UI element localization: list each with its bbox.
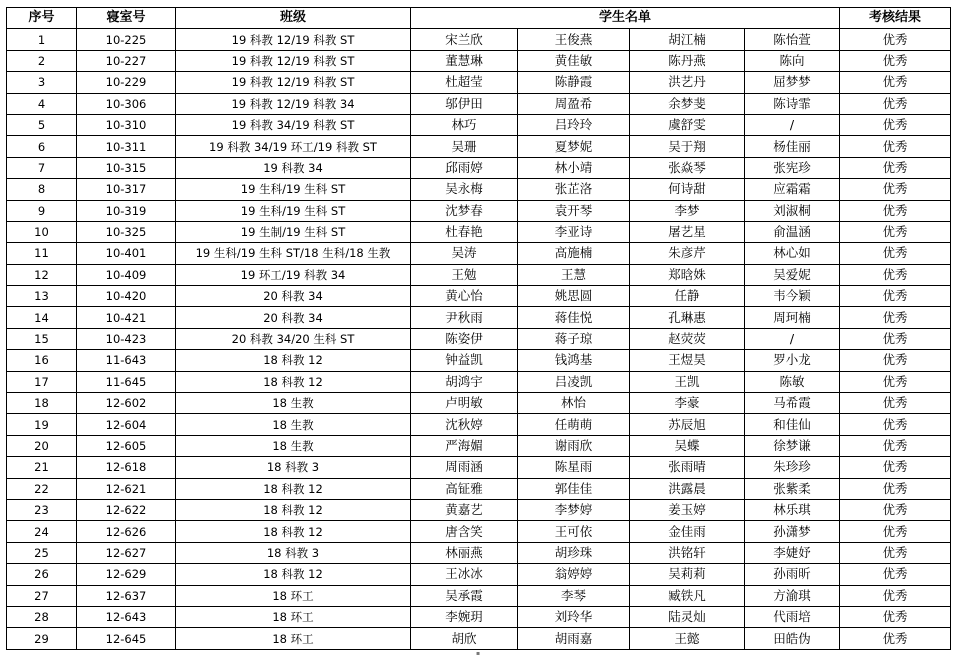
student-cell: / bbox=[745, 328, 840, 349]
seq-cell: 20 bbox=[7, 435, 77, 456]
result-cell: 优秀 bbox=[840, 286, 951, 307]
student-cell: 吴涛 bbox=[411, 243, 518, 264]
student-cell: 王凯 bbox=[630, 371, 745, 392]
student-cell: 黄心怡 bbox=[411, 286, 518, 307]
student-cell: 袁开琴 bbox=[518, 200, 630, 221]
table-row bbox=[7, 521, 951, 542]
student-cell: 谢雨欣 bbox=[518, 435, 630, 456]
student-cell: 唐含笑 bbox=[411, 521, 518, 542]
seq-cell: 7 bbox=[7, 157, 77, 178]
room-cell: 10-315 bbox=[77, 157, 176, 178]
class-cell: 19 科教 12/19 科教 34 bbox=[176, 93, 411, 114]
student-cell: 严海媚 bbox=[411, 435, 518, 456]
student-cell: 陈星雨 bbox=[518, 457, 630, 478]
student-cell: 邬伊田 bbox=[411, 93, 518, 114]
student-cell: 夏梦妮 bbox=[518, 136, 630, 157]
student-cell: 吴永梅 bbox=[411, 179, 518, 200]
student-cell: 翁婷婷 bbox=[518, 564, 630, 585]
student-cell: 钱鸿基 bbox=[518, 350, 630, 371]
class-cell: 18 生教 bbox=[176, 414, 411, 435]
table-row bbox=[7, 50, 951, 71]
result-cell: 优秀 bbox=[840, 564, 951, 585]
result-cell: 优秀 bbox=[840, 136, 951, 157]
seq-cell: 6 bbox=[7, 136, 77, 157]
room-cell: 10-229 bbox=[77, 72, 176, 93]
student-cell: 张焱琴 bbox=[630, 157, 745, 178]
seq-cell: 21 bbox=[7, 457, 77, 478]
class-cell: 19 环工/19 科教 34 bbox=[176, 264, 411, 285]
student-cell: 王俊燕 bbox=[518, 29, 630, 50]
student-cell: 黄嘉艺 bbox=[411, 499, 518, 520]
dorm-assessment-table bbox=[6, 7, 951, 650]
student-cell: 田皓伪 bbox=[745, 628, 840, 649]
student-cell: 吕玲玲 bbox=[518, 114, 630, 135]
table-row bbox=[7, 457, 951, 478]
result-cell: 优秀 bbox=[840, 606, 951, 627]
student-cell: 李婕妤 bbox=[745, 542, 840, 563]
seq-cell: 14 bbox=[7, 307, 77, 328]
room-cell: 10-401 bbox=[77, 243, 176, 264]
student-cell: 杜春艳 bbox=[411, 221, 518, 242]
room-cell: 12-643 bbox=[77, 606, 176, 627]
seq-cell: 2 bbox=[7, 50, 77, 71]
result-cell: 优秀 bbox=[840, 393, 951, 414]
room-cell: 10-423 bbox=[77, 328, 176, 349]
student-cell: 郭佳佳 bbox=[518, 478, 630, 499]
result-cell: 优秀 bbox=[840, 350, 951, 371]
student-cell: 王慧 bbox=[518, 264, 630, 285]
student-cell: 李梦 bbox=[630, 200, 745, 221]
student-cell: 赵荧荧 bbox=[630, 328, 745, 349]
student-cell: 吕凌凯 bbox=[518, 371, 630, 392]
result-cell: 优秀 bbox=[840, 72, 951, 93]
seq-cell: 26 bbox=[7, 564, 77, 585]
result-cell: 优秀 bbox=[840, 243, 951, 264]
room-cell: 11-643 bbox=[77, 350, 176, 371]
student-cell: 陈丹燕 bbox=[630, 50, 745, 71]
student-cell: 林心如 bbox=[745, 243, 840, 264]
student-cell: 张芷洛 bbox=[518, 179, 630, 200]
student-cell: 苏辰旭 bbox=[630, 414, 745, 435]
student-cell: 王可依 bbox=[518, 521, 630, 542]
seq-cell: 12 bbox=[7, 264, 77, 285]
seq-cell: 19 bbox=[7, 414, 77, 435]
student-cell: 沈梦春 bbox=[411, 200, 518, 221]
seq-cell: 23 bbox=[7, 499, 77, 520]
table-row bbox=[7, 114, 951, 135]
student-cell: 林乐琪 bbox=[745, 499, 840, 520]
header-class: 班级 bbox=[176, 8, 411, 29]
table-row bbox=[7, 72, 951, 93]
student-cell: 林怡 bbox=[518, 393, 630, 414]
student-cell: 吴承霞 bbox=[411, 585, 518, 606]
student-cell: 王煜昊 bbox=[630, 350, 745, 371]
student-cell: 吴莉莉 bbox=[630, 564, 745, 585]
room-cell: 10-319 bbox=[77, 200, 176, 221]
class-cell: 20 科教 34 bbox=[176, 307, 411, 328]
table-row bbox=[7, 136, 951, 157]
student-cell: 张紫柔 bbox=[745, 478, 840, 499]
room-cell: 12-645 bbox=[77, 628, 176, 649]
student-cell: 杨佳丽 bbox=[745, 136, 840, 157]
seq-cell: 18 bbox=[7, 393, 77, 414]
student-cell: 沈秋婷 bbox=[411, 414, 518, 435]
class-cell: 19 科教 34/19 环工/19 科教 ST bbox=[176, 136, 411, 157]
result-cell: 优秀 bbox=[840, 435, 951, 456]
student-cell: 陈怡萱 bbox=[745, 29, 840, 50]
seq-cell: 22 bbox=[7, 478, 77, 499]
result-cell: 优秀 bbox=[840, 457, 951, 478]
table-row bbox=[7, 371, 951, 392]
result-cell: 优秀 bbox=[840, 542, 951, 563]
seq-cell: 1 bbox=[7, 29, 77, 50]
student-cell: 孙雨昕 bbox=[745, 564, 840, 585]
student-cell: 朱彦芹 bbox=[630, 243, 745, 264]
seq-cell: 11 bbox=[7, 243, 77, 264]
table-row bbox=[7, 243, 951, 264]
result-cell: 优秀 bbox=[840, 179, 951, 200]
student-cell: 代雨培 bbox=[745, 606, 840, 627]
student-cell: 李琴 bbox=[518, 585, 630, 606]
class-cell: 19 科教 12/19 科教 ST bbox=[176, 50, 411, 71]
table-row bbox=[7, 307, 951, 328]
student-cell: 林小靖 bbox=[518, 157, 630, 178]
class-cell: 19 生制/19 生科 ST bbox=[176, 221, 411, 242]
student-cell: 王勉 bbox=[411, 264, 518, 285]
result-cell: 优秀 bbox=[840, 499, 951, 520]
seq-cell: 13 bbox=[7, 286, 77, 307]
seq-cell: 25 bbox=[7, 542, 77, 563]
student-cell: 余梦斐 bbox=[630, 93, 745, 114]
header-students: 学生名单 bbox=[411, 8, 840, 29]
student-cell: / bbox=[745, 114, 840, 135]
student-cell: 钟益凯 bbox=[411, 350, 518, 371]
class-cell: 18 生教 bbox=[176, 393, 411, 414]
student-cell: 陈诗霏 bbox=[745, 93, 840, 114]
student-cell: 任萌萌 bbox=[518, 414, 630, 435]
student-cell: 吴爱妮 bbox=[745, 264, 840, 285]
class-cell: 18 科教 12 bbox=[176, 371, 411, 392]
student-cell: 屈梦梦 bbox=[745, 72, 840, 93]
room-cell: 12-602 bbox=[77, 393, 176, 414]
class-cell: 18 环工 bbox=[176, 628, 411, 649]
class-cell: 18 科教 12 bbox=[176, 564, 411, 585]
table-row bbox=[7, 393, 951, 414]
room-cell: 10-325 bbox=[77, 221, 176, 242]
seq-cell: 15 bbox=[7, 328, 77, 349]
student-cell: 吴珊 bbox=[411, 136, 518, 157]
student-cell: 应霜霜 bbox=[745, 179, 840, 200]
result-cell: 优秀 bbox=[840, 264, 951, 285]
table-row bbox=[7, 328, 951, 349]
class-cell: 19 生科/19 生科 ST bbox=[176, 200, 411, 221]
table-row bbox=[7, 478, 951, 499]
result-cell: 优秀 bbox=[840, 50, 951, 71]
class-cell: 18 科教 12 bbox=[176, 350, 411, 371]
table-row bbox=[7, 435, 951, 456]
student-cell: 吴于翔 bbox=[630, 136, 745, 157]
seq-cell: 8 bbox=[7, 179, 77, 200]
seq-cell: 9 bbox=[7, 200, 77, 221]
student-cell: 徐梦谦 bbox=[745, 435, 840, 456]
student-cell: 洪铭轩 bbox=[630, 542, 745, 563]
table-row bbox=[7, 157, 951, 178]
result-cell: 优秀 bbox=[840, 628, 951, 649]
class-cell: 19 科教 12/19 科教 ST bbox=[176, 72, 411, 93]
class-cell: 18 环工 bbox=[176, 606, 411, 627]
student-cell: 李婉玥 bbox=[411, 606, 518, 627]
student-cell: 姚思圆 bbox=[518, 286, 630, 307]
seq-cell: 27 bbox=[7, 585, 77, 606]
student-cell: 张宪珍 bbox=[745, 157, 840, 178]
student-cell: 董慧琳 bbox=[411, 50, 518, 71]
student-cell: 刘玲华 bbox=[518, 606, 630, 627]
student-cell: 臧铁凡 bbox=[630, 585, 745, 606]
student-cell: 屠艺星 bbox=[630, 221, 745, 242]
result-cell: 优秀 bbox=[840, 221, 951, 242]
student-cell: 刘淑桐 bbox=[745, 200, 840, 221]
student-cell: 周珂楠 bbox=[745, 307, 840, 328]
table-row bbox=[7, 29, 951, 50]
student-cell: 洪艺丹 bbox=[630, 72, 745, 93]
student-cell: 和佳仙 bbox=[745, 414, 840, 435]
student-cell: 吴蝶 bbox=[630, 435, 745, 456]
result-cell: 优秀 bbox=[840, 478, 951, 499]
table-row bbox=[7, 414, 951, 435]
student-cell: 蒋佳悦 bbox=[518, 307, 630, 328]
class-cell: 18 科教 3 bbox=[176, 457, 411, 478]
student-cell: 王冰冰 bbox=[411, 564, 518, 585]
student-cell: 马希霞 bbox=[745, 393, 840, 414]
room-cell: 12-637 bbox=[77, 585, 176, 606]
result-cell: 优秀 bbox=[840, 371, 951, 392]
student-cell: 张雨晴 bbox=[630, 457, 745, 478]
room-cell: 10-317 bbox=[77, 179, 176, 200]
table-row bbox=[7, 200, 951, 221]
class-cell: 19 科教 34 bbox=[176, 157, 411, 178]
student-cell: 李豪 bbox=[630, 393, 745, 414]
student-cell: 陈敏 bbox=[745, 371, 840, 392]
table-row bbox=[7, 542, 951, 563]
student-cell: 胡珍珠 bbox=[518, 542, 630, 563]
student-cell: 李亚诗 bbox=[518, 221, 630, 242]
student-cell: 金佳雨 bbox=[630, 521, 745, 542]
class-cell: 18 科教 12 bbox=[176, 478, 411, 499]
room-cell: 10-421 bbox=[77, 307, 176, 328]
student-cell: 黄佳敏 bbox=[518, 50, 630, 71]
student-cell: 胡江楠 bbox=[630, 29, 745, 50]
student-cell: 蒋子琼 bbox=[518, 328, 630, 349]
result-cell: 优秀 bbox=[840, 328, 951, 349]
class-cell: 20 科教 34/20 生科 ST bbox=[176, 328, 411, 349]
room-cell: 12-618 bbox=[77, 457, 176, 478]
class-cell: 18 科教 3 bbox=[176, 542, 411, 563]
room-cell: 11-645 bbox=[77, 371, 176, 392]
student-cell: 王懿 bbox=[630, 628, 745, 649]
room-cell: 12-604 bbox=[77, 414, 176, 435]
seq-cell: 16 bbox=[7, 350, 77, 371]
class-cell: 18 环工 bbox=[176, 585, 411, 606]
result-cell: 优秀 bbox=[840, 29, 951, 50]
student-cell: 周盈希 bbox=[518, 93, 630, 114]
header-room: 寝室号 bbox=[77, 8, 176, 29]
student-cell: 郑晗姝 bbox=[630, 264, 745, 285]
student-cell: 杜超莹 bbox=[411, 72, 518, 93]
class-cell: 18 科教 12 bbox=[176, 521, 411, 542]
table-row bbox=[7, 264, 951, 285]
header-result: 考核结果 bbox=[840, 8, 951, 29]
seq-cell: 28 bbox=[7, 606, 77, 627]
student-cell: 罗小龙 bbox=[745, 350, 840, 371]
class-cell: 19 科教 34/19 科教 ST bbox=[176, 114, 411, 135]
room-cell: 12-626 bbox=[77, 521, 176, 542]
result-cell: 优秀 bbox=[840, 414, 951, 435]
seq-cell: 4 bbox=[7, 93, 77, 114]
room-cell: 10-409 bbox=[77, 264, 176, 285]
class-cell: 20 科教 34 bbox=[176, 286, 411, 307]
student-cell: 陈静霞 bbox=[518, 72, 630, 93]
room-cell: 12-629 bbox=[77, 564, 176, 585]
class-cell: 19 生科/19 生科 ST bbox=[176, 179, 411, 200]
result-cell: 优秀 bbox=[840, 585, 951, 606]
result-cell: 优秀 bbox=[840, 157, 951, 178]
student-cell: 任静 bbox=[630, 286, 745, 307]
table-row bbox=[7, 628, 951, 649]
student-cell: 韦今颖 bbox=[745, 286, 840, 307]
student-cell: 李梦婷 bbox=[518, 499, 630, 520]
student-cell: 胡欣 bbox=[411, 628, 518, 649]
header-row bbox=[7, 8, 951, 29]
table-row bbox=[7, 499, 951, 520]
table-row bbox=[7, 93, 951, 114]
table-row bbox=[7, 606, 951, 627]
student-cell: 朱珍珍 bbox=[745, 457, 840, 478]
room-cell: 10-311 bbox=[77, 136, 176, 157]
seq-cell: 3 bbox=[7, 72, 77, 93]
student-cell: 周雨涵 bbox=[411, 457, 518, 478]
student-cell: 高钲雅 bbox=[411, 478, 518, 499]
room-cell: 10-310 bbox=[77, 114, 176, 135]
student-cell: 孙潇梦 bbox=[745, 521, 840, 542]
class-cell: 18 生教 bbox=[176, 435, 411, 456]
class-cell: 18 科教 12 bbox=[176, 499, 411, 520]
table-row bbox=[7, 286, 951, 307]
result-cell: 优秀 bbox=[840, 93, 951, 114]
table-row bbox=[7, 564, 951, 585]
result-cell: 优秀 bbox=[840, 307, 951, 328]
room-cell: 10-420 bbox=[77, 286, 176, 307]
seq-cell: 5 bbox=[7, 114, 77, 135]
student-cell: 姜玉婷 bbox=[630, 499, 745, 520]
student-cell: 方渝琪 bbox=[745, 585, 840, 606]
student-cell: 林丽燕 bbox=[411, 542, 518, 563]
seq-cell: 24 bbox=[7, 521, 77, 542]
room-cell: 12-605 bbox=[77, 435, 176, 456]
header-seq: 序号 bbox=[7, 8, 77, 29]
room-cell: 10-225 bbox=[77, 29, 176, 50]
table-row bbox=[7, 221, 951, 242]
student-cell: 何诗甜 bbox=[630, 179, 745, 200]
student-cell: 洪露晨 bbox=[630, 478, 745, 499]
result-cell: 优秀 bbox=[840, 114, 951, 135]
table-row bbox=[7, 585, 951, 606]
room-cell: 10-227 bbox=[77, 50, 176, 71]
student-cell: 虞舒雯 bbox=[630, 114, 745, 135]
seq-cell: 17 bbox=[7, 371, 77, 392]
student-cell: 高施楠 bbox=[518, 243, 630, 264]
room-cell: 12-622 bbox=[77, 499, 176, 520]
student-cell: 俞温涵 bbox=[745, 221, 840, 242]
student-cell: 林巧 bbox=[411, 114, 518, 135]
class-cell: 19 生科/19 生科 ST/18 生科/18 生教 bbox=[176, 243, 411, 264]
room-cell: 12-627 bbox=[77, 542, 176, 563]
student-cell: 陈向 bbox=[745, 50, 840, 71]
student-cell: 宋兰欣 bbox=[411, 29, 518, 50]
result-cell: 优秀 bbox=[840, 200, 951, 221]
table-row bbox=[7, 350, 951, 371]
student-cell: 胡雨嘉 bbox=[518, 628, 630, 649]
class-cell: 19 科教 12/19 科教 ST bbox=[176, 29, 411, 50]
seq-cell: 10 bbox=[7, 221, 77, 242]
table-body bbox=[7, 29, 951, 649]
student-cell: 陆灵灿 bbox=[630, 606, 745, 627]
student-cell: 卢明敏 bbox=[411, 393, 518, 414]
page-mark: ▪ bbox=[476, 650, 481, 657]
student-cell: 孔琳惠 bbox=[630, 307, 745, 328]
student-cell: 尹秋雨 bbox=[411, 307, 518, 328]
result-cell: 优秀 bbox=[840, 521, 951, 542]
seq-cell: 29 bbox=[7, 628, 77, 649]
student-cell: 邱雨婷 bbox=[411, 157, 518, 178]
room-cell: 12-621 bbox=[77, 478, 176, 499]
student-cell: 胡鸿宇 bbox=[411, 371, 518, 392]
table-row bbox=[7, 179, 951, 200]
student-cell: 陈姿伊 bbox=[411, 328, 518, 349]
room-cell: 10-306 bbox=[77, 93, 176, 114]
